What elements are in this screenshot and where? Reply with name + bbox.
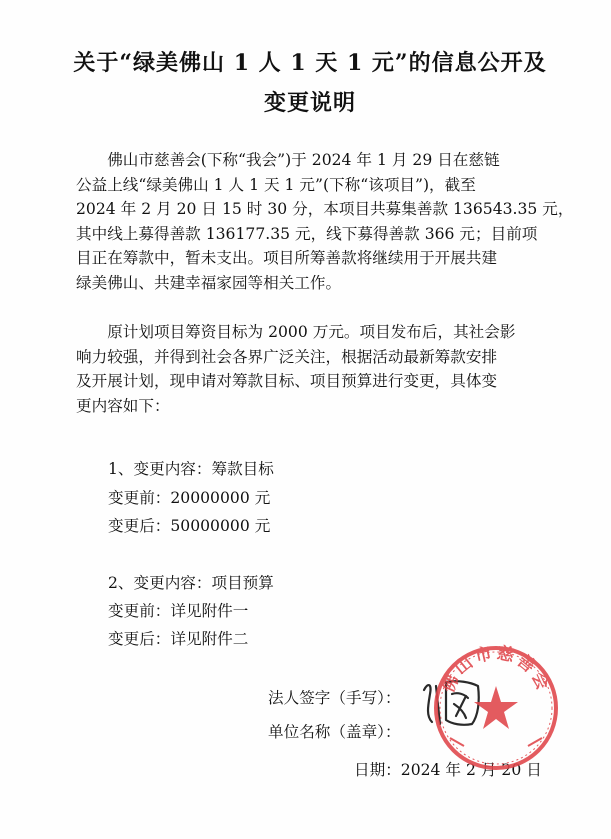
- paragraph-line: 更内容如下：: [76, 396, 170, 415]
- paragraph-change-reason: [76, 320, 548, 418]
- paragraph-line: 2024 年 2 月 20 日 15 时 30 分，本项目共募集善款 136543.35 元，: [76, 200, 574, 218]
- change2-before: 变更前：详见附件一: [108, 602, 249, 620]
- paragraph-line: 响力较强，并得到社会各界广泛关注，根据活动最新筹款安排: [76, 347, 498, 366]
- change1-heading: 1、变更内容：筹款目标: [108, 460, 274, 478]
- change2-heading: 2、变更内容：项目预算: [108, 574, 274, 592]
- paragraph-line: 原计划项目筹资目标为 2000 万元。项目发布后，其社会影: [76, 323, 516, 341]
- paragraph-line: 佛山市慈善会(下称“我会”)于 2024 年 1 月 29 日在慈链: [76, 151, 500, 169]
- paragraph-line: 目正在筹款中，暂未支出。项目所筹善款将继续用于开展共建: [76, 249, 498, 267]
- document-date: 日期：2024 年 2 月 20 日: [354, 761, 542, 779]
- paragraph-line: 绿美佛山、共建幸福家园等相关工作。: [76, 273, 342, 292]
- change2-after: 变更后：详见附件二: [108, 630, 249, 648]
- document-title-line2: 变更说明: [263, 90, 356, 116]
- document-title-line1: 关于“绿美佛山 1 人 1 天 1 元”的信息公开及: [73, 50, 547, 76]
- paragraph-line: 其中线上募得善款 136177.35 元，线下募得善款 366 元；目前项: [76, 224, 538, 243]
- paragraph-line: 及开展计划，现申请对筹款目标、项目预算进行变更，具体变: [76, 372, 498, 390]
- organization-name-label: 单位名称（盖章）：: [268, 723, 401, 741]
- paragraph-line: 公益上线“绿美佛山 1 人 1 天 1 元”(下称“该项目”)，截至: [76, 175, 476, 194]
- organization-seal: [430, 642, 562, 774]
- paragraph-fundraising-status: [76, 148, 574, 295]
- seal-text: 佛山市慈善会: [438, 643, 554, 696]
- change1-before: 变更前：20000000 元: [108, 489, 271, 507]
- change1-after: 变更后：50000000 元: [108, 517, 271, 535]
- legal-rep-signature-label: 法人签字（手写）：: [268, 689, 401, 707]
